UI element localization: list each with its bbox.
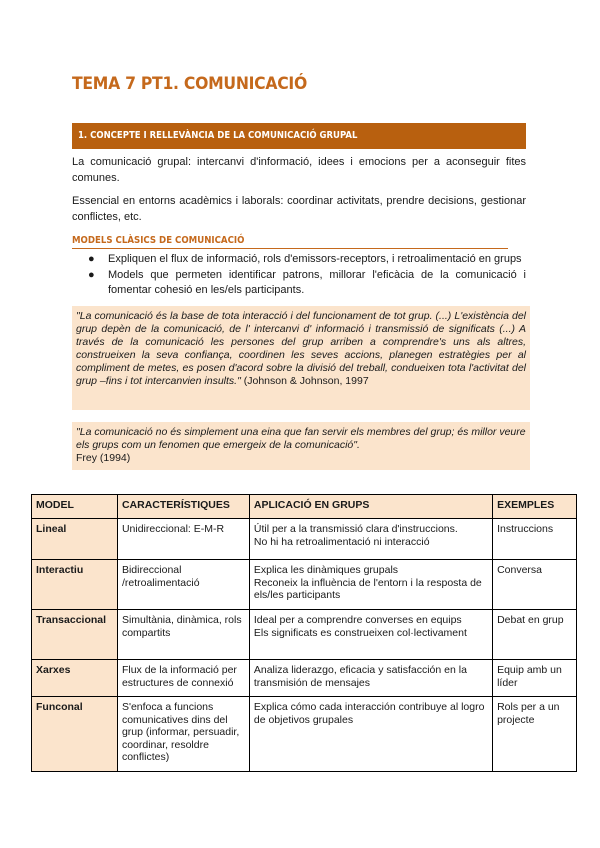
characteristics-cell: Unidireccional: E-M-R: [117, 519, 249, 560]
model-cell: Xarxes: [32, 660, 118, 697]
column-header: APLICACIÓ EN GRUPS: [249, 495, 492, 519]
example-cell: Rols per a un projecte: [493, 697, 577, 772]
table-row: [32, 560, 577, 610]
quote-text: "La comunicació és la base de tota interacció i del funcionament de tot grup. (...) L'existència del grup depèn de la comunicació, de l' intercanvi d' informació i transmissió de significats (...) A través de la comunicació les persones del grup arriben a comprendre's uns als altres, construeixen la seva confiança, coordinen les seves accions, planegen estratègies per al compliment de metes, es posen d'acord sobre la divisió del treball, condueixen tota l'activitat del grup –fins i tot intercanvien insults.": [76, 310, 526, 387]
example-cell: Instruccions: [493, 519, 577, 560]
models-table: [31, 494, 577, 772]
bullet-icon: ●: [88, 253, 95, 265]
application-cell: Ideal per a comprendre converses en equips Els significats es construeixen col·lectivament: [249, 610, 492, 660]
model-cell: Funconal: [32, 697, 118, 772]
section-title: 1. CONCEPTE I RELLEVÀNCIA DE LA COMUNICACIÓ GRUPAL: [78, 130, 358, 141]
example-cell: Debat en grup: [493, 610, 577, 660]
quote-author: Frey (1994): [76, 452, 131, 464]
intro-paragraph: Essencial en entorns acadèmics i laborals: coordinar activitats, prendre decisions, gestionar conflictes, etc.: [72, 195, 526, 223]
characteristics-cell: Bidireccional /retroalimentació: [117, 560, 249, 610]
application-cell: Útil per a la transmissió clara d'instruccions. No hi ha retroalimentació ni interacció: [249, 519, 492, 560]
application-cell: Explica les dinàmiques grupals Reconeix la influència de l'entorn i la resposta de els/les participants: [249, 560, 492, 610]
quote-author: (Johnson & Johnson, 1997: [240, 375, 369, 387]
section-header: [72, 123, 526, 149]
table-row: [32, 697, 577, 772]
column-header: EXEMPLES: [493, 495, 577, 519]
column-header: CARACTERÍSTIQUES: [117, 495, 249, 519]
application-cell: Explica cómo cada interacción contribuye al logro de objetivos grupales: [249, 697, 492, 772]
characteristics-cell: Simultània, dinàmica, rols compartits: [117, 610, 249, 660]
list-item: ● Models que permeten identificar patrons, millorar l'eficàcia de la comunicació i fomentar cohesió en les/els participants.: [88, 268, 526, 296]
intro-paragraph: La comunicació grupal: intercanvi d'informació, idees i emocions per a aconseguir fites comunes.: [72, 156, 526, 184]
model-cell: Lineal: [32, 519, 118, 560]
table-row: [32, 610, 577, 660]
bullet-icon: ●: [88, 268, 95, 281]
models-heading: MODELS CLÀSICS DE COMUNICACIÓ: [72, 235, 245, 246]
page-title: TEMA 7 PT1. COMUNICACIÓ: [72, 74, 307, 94]
models-heading-underline: [72, 248, 508, 249]
list-item: ● Expliquen el flux de informació, rols d'emissors-receptors, i retroalimentació en grups: [72, 252, 526, 268]
application-cell: Analiza liderazgo, eficacia y satisfacción en la transmisión de mensajes: [249, 660, 492, 697]
model-cell: Transaccional: [32, 610, 118, 660]
models-bullet-list: [72, 252, 526, 299]
table-row: [32, 519, 577, 560]
table-header-row: [32, 495, 577, 519]
model-cell: Interactiu: [32, 560, 118, 610]
quote-box: [72, 306, 530, 410]
characteristics-cell: Flux de la informació per estructures de connexió: [117, 660, 249, 697]
example-cell: Equip amb un líder: [493, 660, 577, 697]
column-header: MODEL: [32, 495, 118, 519]
quote-box: [72, 422, 530, 470]
example-cell: Conversa: [493, 560, 577, 610]
table-row: [32, 660, 577, 697]
characteristics-cell: S'enfoca a funcions comunicatives dins del grup (informar, persuadir, coordinar, resoldre conflictes): [117, 697, 249, 772]
quote-text: "La comunicació no és simplement una eina que fan servir els membres del grup; és millor veure els grups com un fenomen que emergeix de la comunicació".: [76, 426, 526, 451]
